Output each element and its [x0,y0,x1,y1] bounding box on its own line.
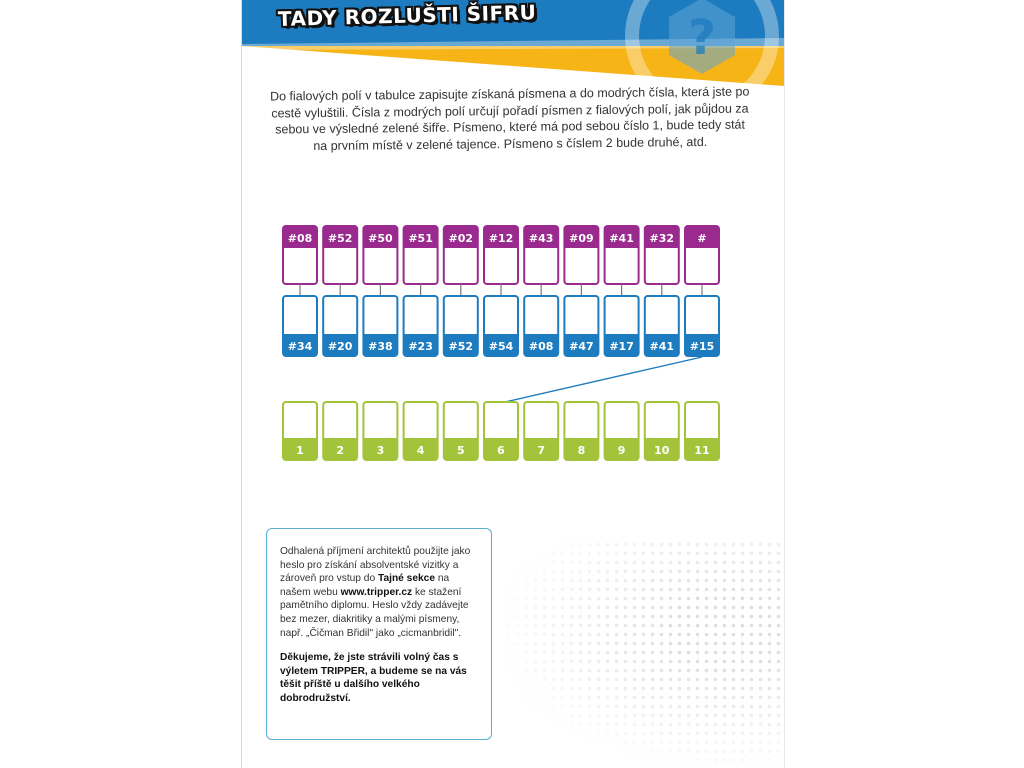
green-cell-label: 8 [577,444,586,457]
purple-letter-cell[interactable] [524,226,558,284]
blue-cell-label: #54 [488,340,514,353]
purple-letter-cell[interactable] [484,226,518,284]
blue-cell-label: #34 [287,340,313,353]
green-cell-label: 4 [416,444,425,457]
green-cell-label: 1 [296,444,304,457]
green-cell-label: 2 [336,444,345,457]
blue-number-cell[interactable] [444,296,478,356]
blue-cell-label: #17 [609,340,634,353]
green-answer-cell[interactable] [564,402,598,460]
green-answer-cell[interactable] [323,402,357,460]
svg-text:?: ? [688,10,716,66]
blue-number-cell[interactable] [323,296,357,356]
note-text-1: Odhalená příjmení architektů použijte jako heslo pro získání absolventské vizitky a zároveň pro vstup do [280,546,471,585]
purple-letter-cell[interactable] [685,226,719,284]
green-answer-cell[interactable] [363,402,397,460]
green-cell-label: 11 [694,444,710,457]
purple-cell-label: #02 [448,232,474,245]
secret-section-name: Tajné sekce [377,573,435,585]
purple-cell-label: # [697,232,707,245]
green-answer-cell[interactable] [524,402,558,460]
password-note-box [266,528,492,740]
green-answer-cell[interactable] [645,402,679,460]
purple-cell-label: #09 [569,232,594,245]
website-link[interactable]: www.tripper.cz [340,586,413,598]
blue-cell-label: #08 [528,340,554,353]
blue-number-cell[interactable] [524,296,558,356]
purple-cell-label: #32 [649,232,675,245]
green-answer-cell[interactable] [444,402,478,460]
blue-cell-label: #20 [327,340,353,353]
green-cell-label: 10 [654,444,670,457]
green-answer-cell[interactable] [685,402,719,460]
blue-cell-label: #47 [569,340,594,353]
green-cell-label: 6 [497,444,505,457]
purple-letter-cell[interactable] [283,226,317,284]
purple-letter-cell[interactable] [323,226,357,284]
green-answer-cell[interactable] [283,402,317,460]
blue-number-cell[interactable] [404,296,438,356]
purple-cell-label: #43 [528,232,554,245]
purple-cell-label: #52 [327,232,353,245]
green-cell-label: 5 [456,444,465,457]
cipher-grid [242,0,784,480]
blue-number-cell[interactable] [564,296,598,356]
purple-letter-cell[interactable] [564,226,598,284]
password-instructions [280,545,481,640]
blue-cell-label: #41 [649,340,675,353]
blue-number-cell[interactable] [645,296,679,356]
blue-number-cell[interactable] [685,296,719,356]
green-answer-cell[interactable] [605,402,639,460]
purple-letter-cell[interactable] [645,226,679,284]
blue-number-cell[interactable] [283,296,317,356]
blue-cell-label: #52 [448,340,474,353]
connector-line [505,357,702,402]
blue-cell-label: #23 [408,340,433,353]
purple-cell-label: #51 [408,232,433,245]
green-cell-label: 7 [537,444,546,457]
purple-letter-cell[interactable] [605,226,639,284]
page-title: TADY ROZLUŠTI ŠIFRU [277,0,537,31]
halftone-dots-decoration [504,540,784,768]
intro-instructions: Do fialových polí v tabulce zapisujte získaná písmena a do modrých čísla, která jste po cestě vyluštili. Čísla z modrých polí určují pořadí písmen z fialových polí, jak půjdou za sebou ve výsledné zelené šifře. Písmeno, které má pod sebou číslo 1, bude tedy stát na prvním místě v zelené tajence. Písmeno s číslem 2 bude druhé, atd. [269,84,750,153]
thank-you-message: Děkujeme, že jste strávili volný čas s výletem TRIPPER, a budeme se na vás těšit příště u dalšího velkého dobrodružství. [280,652,467,704]
note-text-3: ke stažení pamětního diplomu. Heslo vždy zadávejte bez mezer, diakritiky a malými písmeny, např. „Čičman Břidil" jako „cicmanbridil". [280,586,469,639]
purple-cell-label: #12 [488,232,514,245]
blue-number-cell[interactable] [484,296,518,356]
green-answer-cell[interactable] [484,402,518,460]
blue-cell-label: #38 [368,340,393,353]
purple-letter-cell[interactable] [363,226,397,284]
purple-cell-label: #50 [368,232,393,245]
green-answer-cell[interactable] [404,402,438,460]
blue-cell-label: #15 [689,340,715,353]
purple-letter-cell[interactable] [404,226,438,284]
green-cell-label: 9 [617,444,626,457]
purple-cell-label: #08 [287,232,313,245]
blue-number-cell[interactable] [605,296,639,356]
blue-number-cell[interactable] [363,296,397,356]
green-cell-label: 3 [376,444,385,457]
worksheet-page [241,0,785,768]
note-text-2: na našem webu [280,573,450,598]
purple-cell-label: #41 [609,232,634,245]
purple-letter-cell[interactable] [444,226,478,284]
